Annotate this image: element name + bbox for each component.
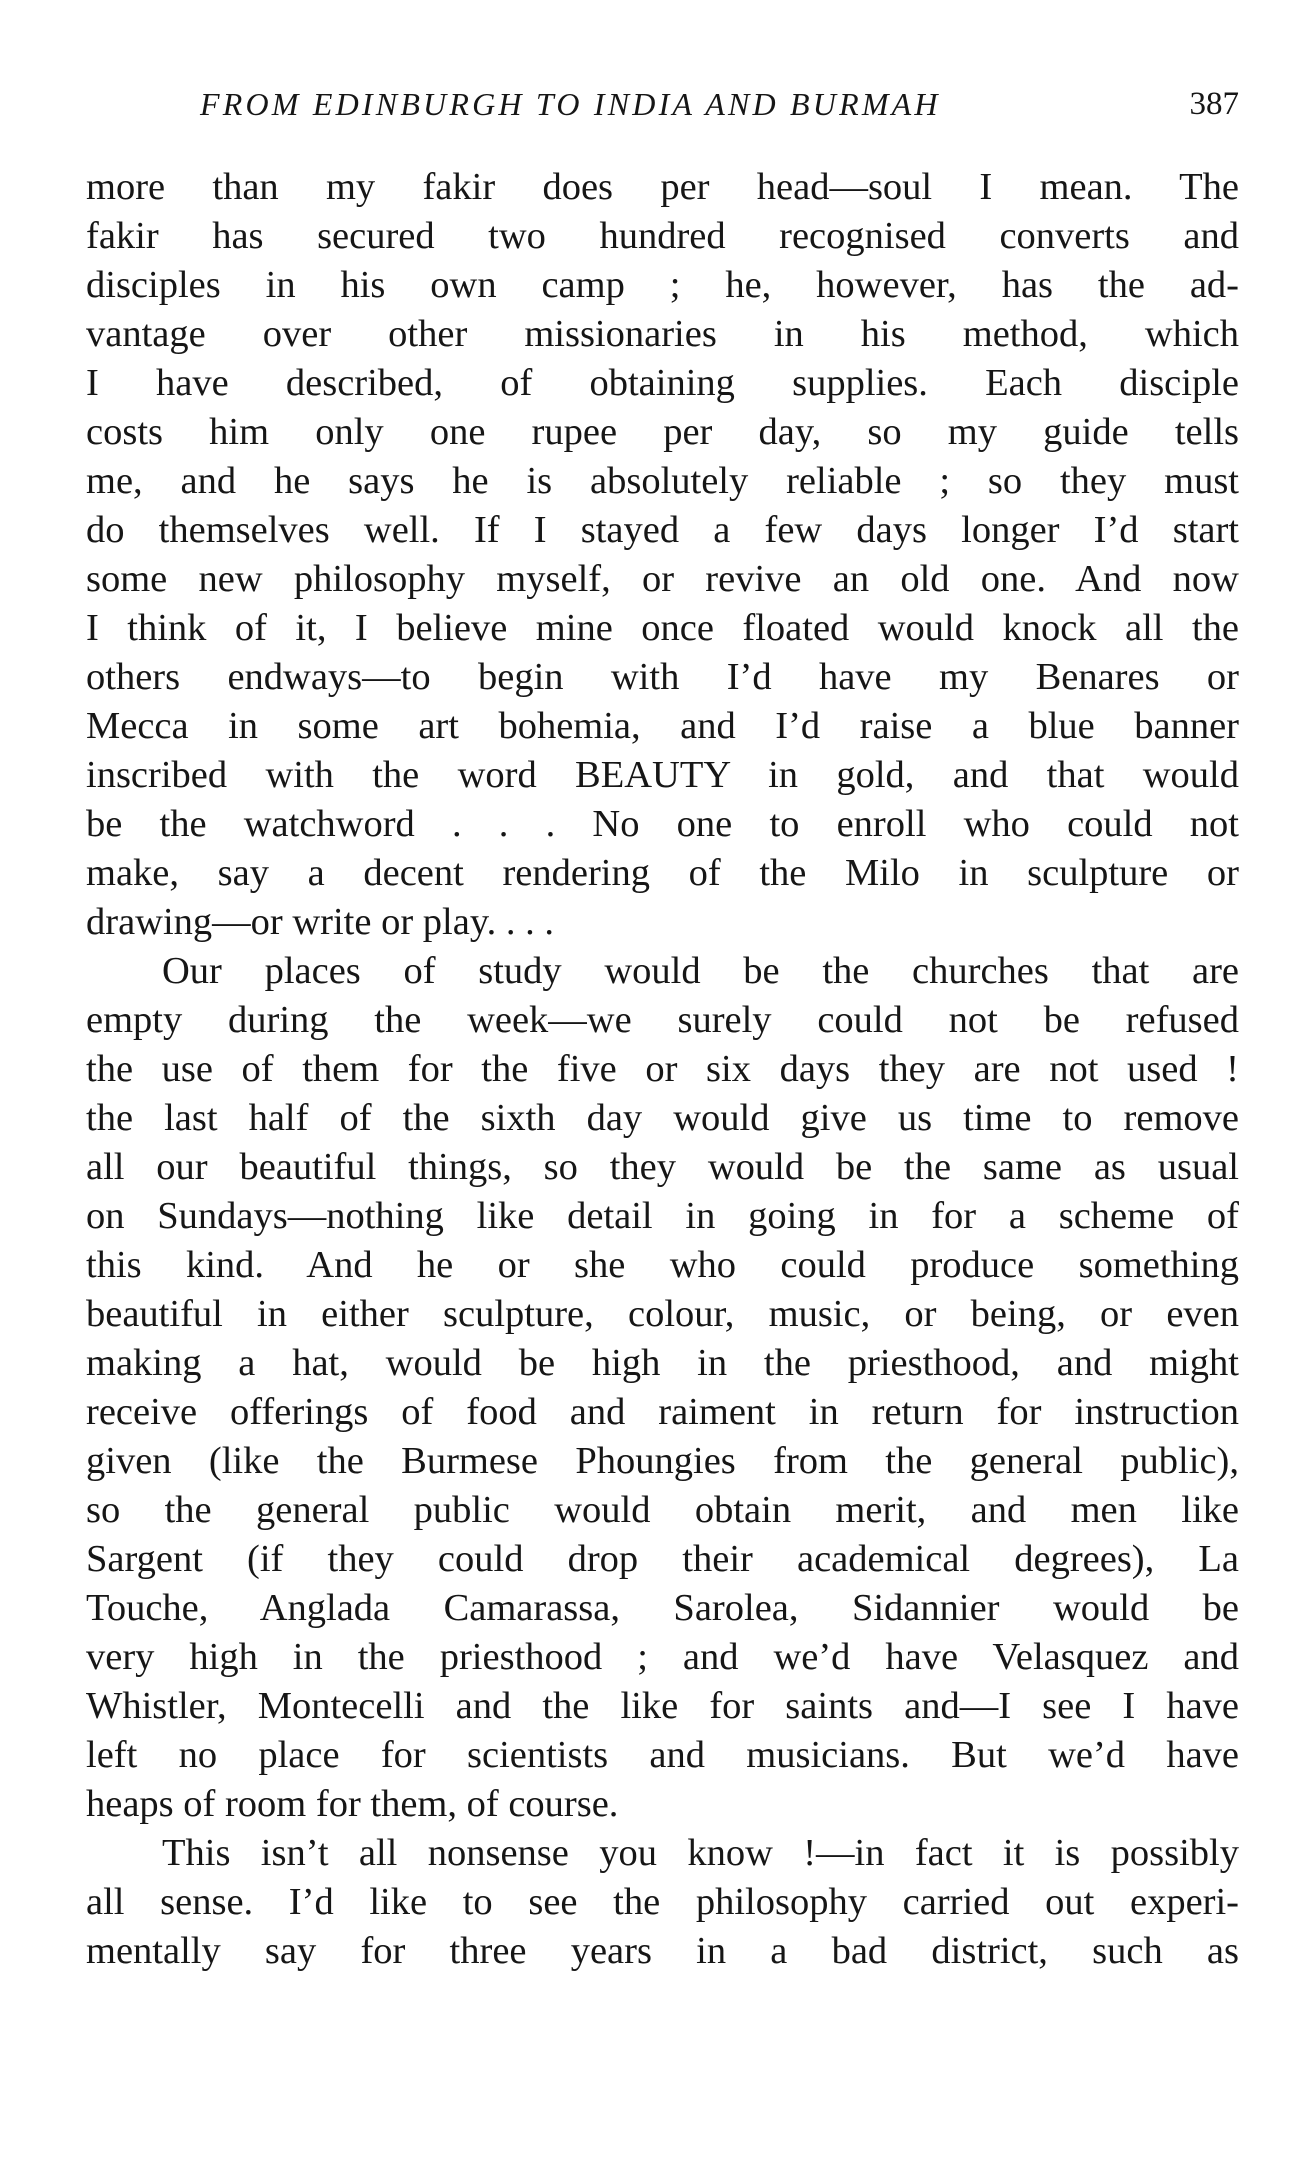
text-line: some new philosophy myself, or revive an old one. And now (86, 558, 1239, 600)
text-line: inscribed with the word BEAUTY in gold, and that would (86, 754, 1239, 796)
text-line: be the watchword . . . No one to enroll who could not (86, 803, 1239, 845)
text-line: Touche, Anglada Camarassa, Sarolea, Sidannier would be (86, 1587, 1239, 1629)
text-line: this kind. And he or she who could produce something (86, 1244, 1239, 1286)
text-line: Our places of study would be the churches that are (162, 950, 1239, 992)
text-line: disciples in his own camp ; he, however, has the ad- (86, 264, 1239, 306)
text-line: I have described, of obtaining supplies. Each disciple (86, 362, 1239, 404)
text-line: Whistler, Montecelli and the like for saints and—I see I have (86, 1685, 1239, 1727)
text-line: fakir has secured two hundred recognised converts and (86, 215, 1239, 257)
text-line: heaps of room for them, of course. (86, 1783, 619, 1825)
paragraph (86, 1829, 1239, 1976)
text-line: making a hat, would be high in the priesthood, and might (86, 1342, 1239, 1384)
text-line: Mecca in some art bohemia, and I’d raise a blue banner (86, 705, 1239, 747)
text-line: make, say a decent rendering of the Milo in sculpture or (86, 852, 1239, 894)
text-line: receive offerings of food and raiment in return for instruction (86, 1391, 1239, 1433)
text-line: me, and he says he is absolutely reliable ; so they must (86, 460, 1239, 502)
text-line: the last half of the sixth day would give us time to remove (86, 1097, 1239, 1139)
body-text (86, 163, 1239, 1976)
text-line: left no place for scientists and musicians. But we’d have (86, 1734, 1239, 1776)
text-line: beautiful in either sculpture, colour, music, or being, or even (86, 1293, 1239, 1335)
text-line: do themselves well. If I stayed a few days longer I’d start (86, 509, 1239, 551)
text-line: given (like the Burmese Phoungies from the general public), (86, 1440, 1239, 1482)
paragraph (86, 947, 1239, 1829)
text-line: Sargent (if they could drop their academical degrees), La (86, 1538, 1239, 1580)
text-line: others endways—to begin with I’d have my Benares or (86, 656, 1239, 698)
text-line: all sense. I’d like to see the philosophy carried out experi- (86, 1881, 1239, 1923)
text-line: very high in the priesthood ; and we’d have Velasquez and (86, 1636, 1239, 1678)
text-line: This isn’t all nonsense you know !—in fact it is possibly (162, 1832, 1239, 1874)
running-title: FROM EDINBURGH TO INDIA AND BURMAH (200, 86, 941, 122)
text-line: so the general public would obtain merit, and men like (86, 1489, 1239, 1531)
text-line: the use of them for the five or six days they are not used ! (86, 1048, 1239, 1090)
text-line: I think of it, I believe mine once floated would knock all the (86, 607, 1239, 649)
text-line: all our beautiful things, so they would be the same as usual (86, 1146, 1239, 1188)
paragraph (86, 163, 1239, 947)
text-line: on Sundays—nothing like detail in going in for a scheme of (86, 1195, 1239, 1237)
text-line: empty during the week—we surely could not be refused (86, 999, 1239, 1041)
text-line: costs him only one rupee per day, so my guide tells (86, 411, 1239, 453)
text-line: drawing—or write or play. . . . (86, 901, 554, 943)
text-line: more than my fakir does per head—soul I mean. The (86, 166, 1239, 208)
page-number: 387 (1189, 86, 1239, 122)
running-head (84, 86, 1239, 134)
text-line: vantage over other missionaries in his method, which (86, 313, 1239, 355)
text-line: mentally say for three years in a bad district, such as (86, 1930, 1239, 1972)
